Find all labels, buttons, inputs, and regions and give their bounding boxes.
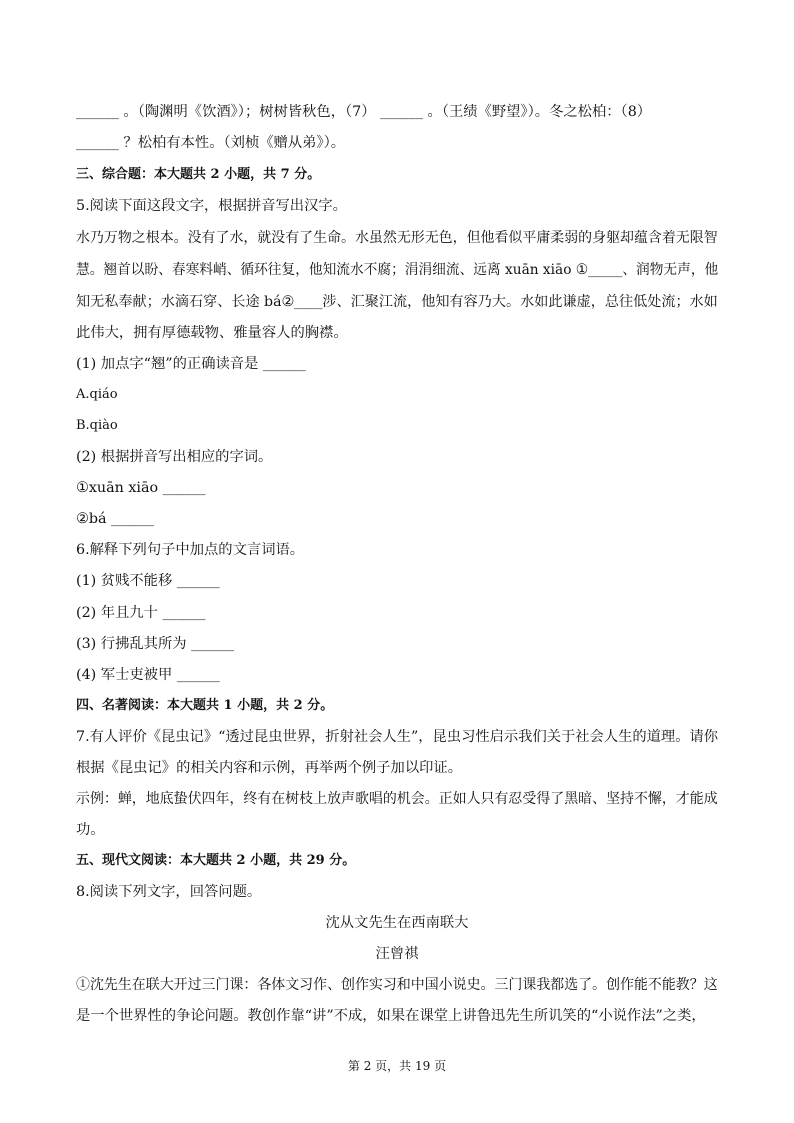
passage-line-3: 知无私奉献；水滴石穿、长途 bá②____涉、汇聚江流，他知有容乃大。水如此谦虚，总往低处流；水如 — [76, 294, 718, 310]
option-a: A.qiáo — [76, 387, 118, 402]
q6-item-1: (1) 贫贱不能移 ______ — [76, 573, 220, 589]
poem-fill-line-1: ______ 。（陶渊明《饮酒》）；树树皆秋色，（7） ______ 。（王绩《野望》）。冬之松柏：（8） — [76, 104, 652, 120]
passage-line-1: 水乃万物之根本。没有了水，就没有了生命。水虽然无形无色，但他看似平庸柔弱的身躯却蕴含着无限智 — [76, 230, 718, 246]
option-b: B.qiào — [76, 418, 118, 433]
sub-question-2: (2) 根据拼音写出相应的字词。 — [76, 449, 273, 465]
section-heading-5: 五、现代文阅读：本大题共 2 小题，共 29 分。 — [76, 853, 356, 868]
question-7-line-1: 7.有人评价《昆虫记》“透过昆虫世界，折射社会人生”，昆虫习性启示我们关于社会人生的道理。请你 — [76, 729, 719, 745]
section-heading-3: 三、综合题：本大题共 2 小题，共 7 分。 — [76, 167, 321, 182]
answer-blank-2: ②bá ______ — [76, 511, 154, 527]
passage-line-4: 此伟大，拥有厚德载物、雅量容人的胸襟。 — [76, 325, 348, 341]
example-line-1: 示例：蝉，地底蛰伏四年，终有在树枝上放声歌唱的机会。正如人只有忍受得了黑暗、坚持不懈，才能成 — [76, 791, 718, 807]
example-line-2: 功。 — [76, 822, 105, 838]
article-line-1: ①沈先生在联大开过三门课：各体文习作、创作实习和中国小说史。三门课我都选了。创作能不能教？这 — [76, 977, 718, 993]
article-title: 沈从文先生在西南联大 — [325, 915, 469, 931]
answer-blank-1: ①xuān xiāo ______ — [76, 480, 206, 496]
q6-item-3: (3) 行拂乱其所为 ______ — [76, 636, 235, 652]
poem-fill-line-2: ______ ？松柏有本性。（刘桢《赠从弟》）。 — [76, 135, 346, 151]
question-8-title: 8.阅读下列文字，回答问题。 — [76, 884, 262, 900]
q6-item-4: (4) 军士吏被甲 ______ — [76, 667, 220, 683]
question-5-title: 5.阅读下面这段文字，根据拼音写出汉字。 — [76, 198, 347, 214]
article-author: 汪曾祺 — [375, 946, 419, 962]
page-footer: 第 2 页，共 19 页 — [347, 1059, 447, 1073]
section-heading-4: 四、名著阅读：本大题共 1 小题，共 2 分。 — [76, 698, 334, 713]
sub-question-1: (1) 加点字“翘”的正确读音是 ______ — [76, 356, 306, 372]
passage-line-2: 慧。翘首以盼、春寒料峭、循环往复，他知流水不腐；涓涓细流、远离 xuān xiāo ①_____、润物无声，他 — [76, 262, 719, 278]
article-line-2: 是一个世界性的争论问题。教创作靠“讲”不成，如果在课堂上讲鲁迅先生所讥笑的“小说作法”之类， — [76, 1008, 706, 1024]
q6-item-2: (2) 年且九十 ______ — [76, 605, 206, 621]
question-6-title: 6.解释下列句子中加点的文言词语。 — [76, 542, 305, 558]
question-7-line-2: 根据《昆虫记》的相关内容和示例，再举两个例子加以印证。 — [76, 760, 463, 776]
